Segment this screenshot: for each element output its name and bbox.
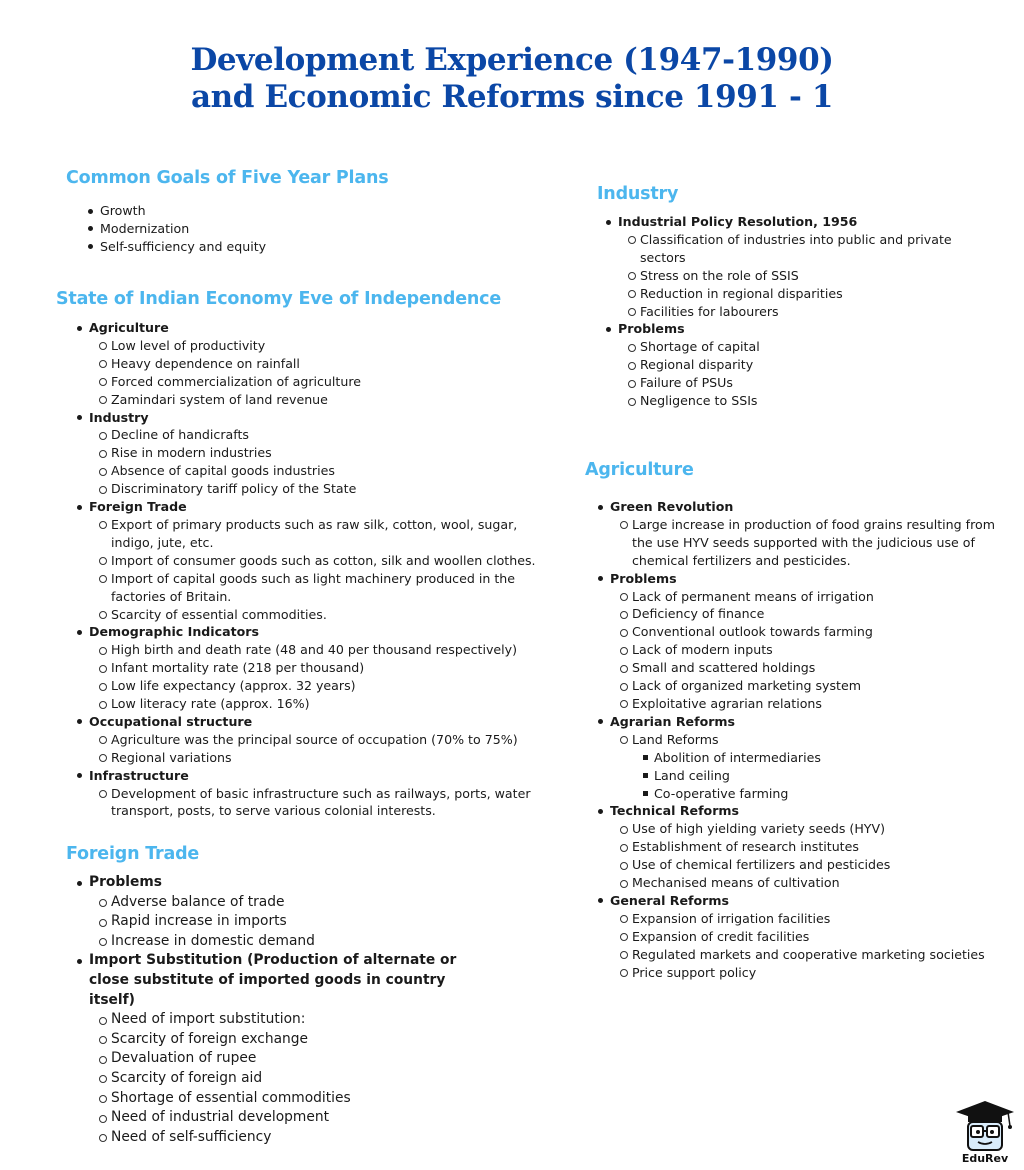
group-problems: Problems Shortage of capital Regional disparity Failure of PSUs Negligence to SSIs (618, 320, 997, 410)
list-item: Decline of handicrafts (111, 426, 536, 444)
list-item: Use of high yielding variety seeds (HYV) (632, 820, 1000, 838)
section-industry (597, 183, 997, 410)
list-item: Need of self-sufficiency (111, 1128, 486, 1148)
logo-text: EduRev (961, 1152, 1009, 1165)
page-title (0, 42, 1024, 116)
list-item: Export of primary products such as raw silk, cotton, wool, sugar, indigo, jute, etc. (111, 516, 536, 552)
list-item: High birth and death rate (48 and 40 per thousand respectively) (111, 641, 536, 659)
list-item: Regional disparity (640, 356, 997, 374)
section-common-goals (66, 167, 506, 256)
list-item: Scarcity of essential commodities. (111, 606, 536, 624)
list-item: Low literacy rate (approx. 16%) (111, 695, 536, 713)
list-item: Establishment of research institutes (632, 838, 1000, 856)
section-heading: State of Indian Economy Eve of Independence (56, 289, 502, 309)
list-item: Negligence to SSIs (640, 392, 997, 410)
list-item: Shortage of essential commodities (111, 1089, 486, 1109)
list-item: Lack of modern inputs (632, 641, 1000, 659)
section-state-of-economy (56, 288, 536, 820)
industry-groups (597, 213, 997, 410)
list-item: Development of basic infrastructure such as railways, ports, water transport, posts, to serve various colonial interests. (111, 785, 536, 821)
group-demographic-indicators: Demographic Indicators High birth and death rate (48 and 40 per thousand respectively) Infant mortality rate (218 per thousand) Low life expectancy (approx. 32 years) Low literacy rate (approx. 16%) (89, 623, 536, 713)
list-item: Scarcity of foreign exchange (111, 1030, 486, 1050)
list-item: Heavy dependence on rainfall (111, 355, 536, 373)
list-item: Conventional outlook towards farming (632, 623, 1000, 641)
list-item: Shortage of capital (640, 338, 997, 356)
list-item: Classification of industries into public and private sectors (640, 231, 997, 267)
list-item: Self-sufficiency and equity (100, 238, 506, 256)
group-general-reforms: General Reforms Expansion of irrigation facilities Expansion of credit facilities Regulated markets and cooperative marketing societies Price support policy (610, 892, 1000, 982)
list-item: Expansion of credit facilities (632, 928, 1000, 946)
section-agriculture (585, 459, 1000, 981)
section-heading: Industry (597, 184, 679, 204)
list-item: Small and scattered holdings (632, 659, 1000, 677)
sub-list-item: Abolition of intermediaries (654, 749, 1000, 767)
list-item: Rapid increase in imports (111, 912, 486, 932)
list-item: Failure of PSUs (640, 374, 997, 392)
list-item: Price support policy (632, 964, 1000, 982)
list-item: Exploitative agrarian relations (632, 695, 1000, 713)
state-groups (56, 319, 536, 820)
page-title-line-2: and Economic Reforms since 1991 - 1 (190, 79, 834, 115)
list-item: Low life expectancy (approx. 32 years) (111, 677, 536, 695)
list-item: Reduction in regional disparities (640, 285, 997, 303)
list-item: Need of import substitution: (111, 1010, 486, 1030)
list-item: Low level of productivity (111, 337, 536, 355)
list-item: Use of chemical fertilizers and pesticides (632, 856, 1000, 874)
edurev-logo (952, 1098, 1018, 1166)
group-agriculture: Agriculture Low level of productivity Heavy dependence on rainfall Forced commercialization of agriculture Zamindari system of land revenue (89, 319, 536, 409)
list-item: Adverse balance of trade (111, 893, 486, 913)
list-item: Growth (100, 202, 506, 220)
list-item: Increase in domestic demand (111, 932, 486, 952)
list-item: Stress on the role of SSIS (640, 267, 997, 285)
list-item: Discriminatory tariff policy of the State (111, 480, 536, 498)
sub-list-item: Land ceiling (654, 767, 1000, 785)
list-item: Zamindari system of land revenue (111, 391, 536, 409)
group-infrastructure: Infrastructure Development of basic infrastructure such as railways, ports, water transport, posts, to serve various colonial interests. (89, 767, 536, 821)
group-import-substitution: Import Substitution (Production of alternate or close substitute of imported goods in country itself) Need of import substitution: Scarcity of foreign exchange Devaluation of rupee Scarcity of foreign aid Shortage of essential commodities Need of industrial development Need of self-sufficiency (89, 951, 486, 1147)
group-agrarian-reforms: Agrarian Reforms Land Reforms Abolition of intermediaries Land ceiling Co-operative farming (610, 713, 1000, 803)
page-title-line-1: Development Experience (1947-1990) (190, 42, 834, 78)
list-item: Infant mortality rate (218 per thousand) (111, 659, 536, 677)
group-problems: Problems Lack of permanent means of irrigation Deficiency of finance Conventional outlook towards farming Lack of modern inputs Small and scattered holdings Lack of organized marketing system Exploitative agrarian relations (610, 570, 1000, 713)
list-item: Agriculture was the principal source of occupation (70% to 75%) (111, 731, 536, 749)
list-item: Need of industrial development (111, 1108, 486, 1128)
group-occupational-structure: Occupational structure Agriculture was the principal source of occupation (70% to 75%) Regional variations (89, 713, 536, 767)
section-foreign-trade (66, 843, 486, 1147)
list-item: Expansion of irrigation facilities (632, 910, 1000, 928)
list-item: Regional variations (111, 749, 536, 767)
list-item: Import of capital goods such as light machinery produced in the factories of Britain. (111, 570, 536, 606)
group-green-revolution: Green Revolution Large increase in production of food grains resulting from the use HYV seeds supported with the judicious use of chemical fertilizers and pesticides. (610, 498, 1000, 570)
group-problems: Problems Adverse balance of trade Rapid increase in imports Increase in domestic demand (89, 873, 486, 951)
list-item: Large increase in production of food grains resulting from the use HYV seeds supported with the judicious use of chemical fertilizers and pesticides. (632, 516, 1000, 570)
list-item: Forced commercialization of agriculture (111, 373, 536, 391)
list-item: Lack of permanent means of irrigation (632, 588, 1000, 606)
goals-list (66, 202, 506, 256)
list-item: Import of consumer goods such as cotton, silk and woollen clothes. (111, 552, 536, 568)
graduate-cap-icon (952, 1098, 1018, 1154)
list-item: Modernization (100, 220, 506, 238)
group-industry: Industry Decline of handicrafts Rise in modern industries Absence of capital goods industries Discriminatory tariff policy of the State (89, 409, 536, 499)
list-item: Regulated markets and cooperative marketing societies (632, 946, 1000, 964)
list-item: Rise in modern industries (111, 444, 536, 462)
section-heading: Agriculture (585, 460, 694, 480)
agriculture-groups (585, 498, 1000, 981)
list-item: Facilities for labourers (640, 303, 997, 321)
list-item: Mechanised means of cultivation (632, 874, 1000, 892)
section-heading: Foreign Trade (66, 844, 200, 864)
group-foreign-trade: Foreign Trade Export of primary products such as raw silk, cotton, wool, sugar, indigo, jute, etc. Import of consumer goods such as cotton, silk and woollen clothes. Import of capital goods such as light machinery produced in the factories of Britain. Scarcity of essential commodities. (89, 499, 536, 622)
foreign-trade-groups (66, 873, 486, 1147)
list-item: Lack of organized marketing system (632, 677, 1000, 695)
group-industrial-policy: Industrial Policy Resolution, 1956 Classification of industries into public and private sectors Stress on the role of SSIS Reduction in regional disparities Facilities for labourers (618, 213, 997, 320)
list-item: Deficiency of finance (632, 605, 1000, 623)
group-technical-reforms: Technical Reforms Use of high yielding variety seeds (HYV) Establishment of research institutes Use of chemical fertilizers and pesticides Mechanised means of cultivation (610, 802, 1000, 892)
section-heading: Common Goals of Five Year Plans (66, 168, 389, 188)
sub-list-item: Co-operative farming (654, 785, 1000, 803)
list-item: Land Reforms Abolition of intermediaries Land ceiling Co-operative farming (632, 731, 1000, 803)
list-item: Absence of capital goods industries (111, 462, 536, 480)
list-item: Devaluation of rupee (111, 1049, 486, 1069)
list-item: Scarcity of foreign aid (111, 1069, 486, 1089)
